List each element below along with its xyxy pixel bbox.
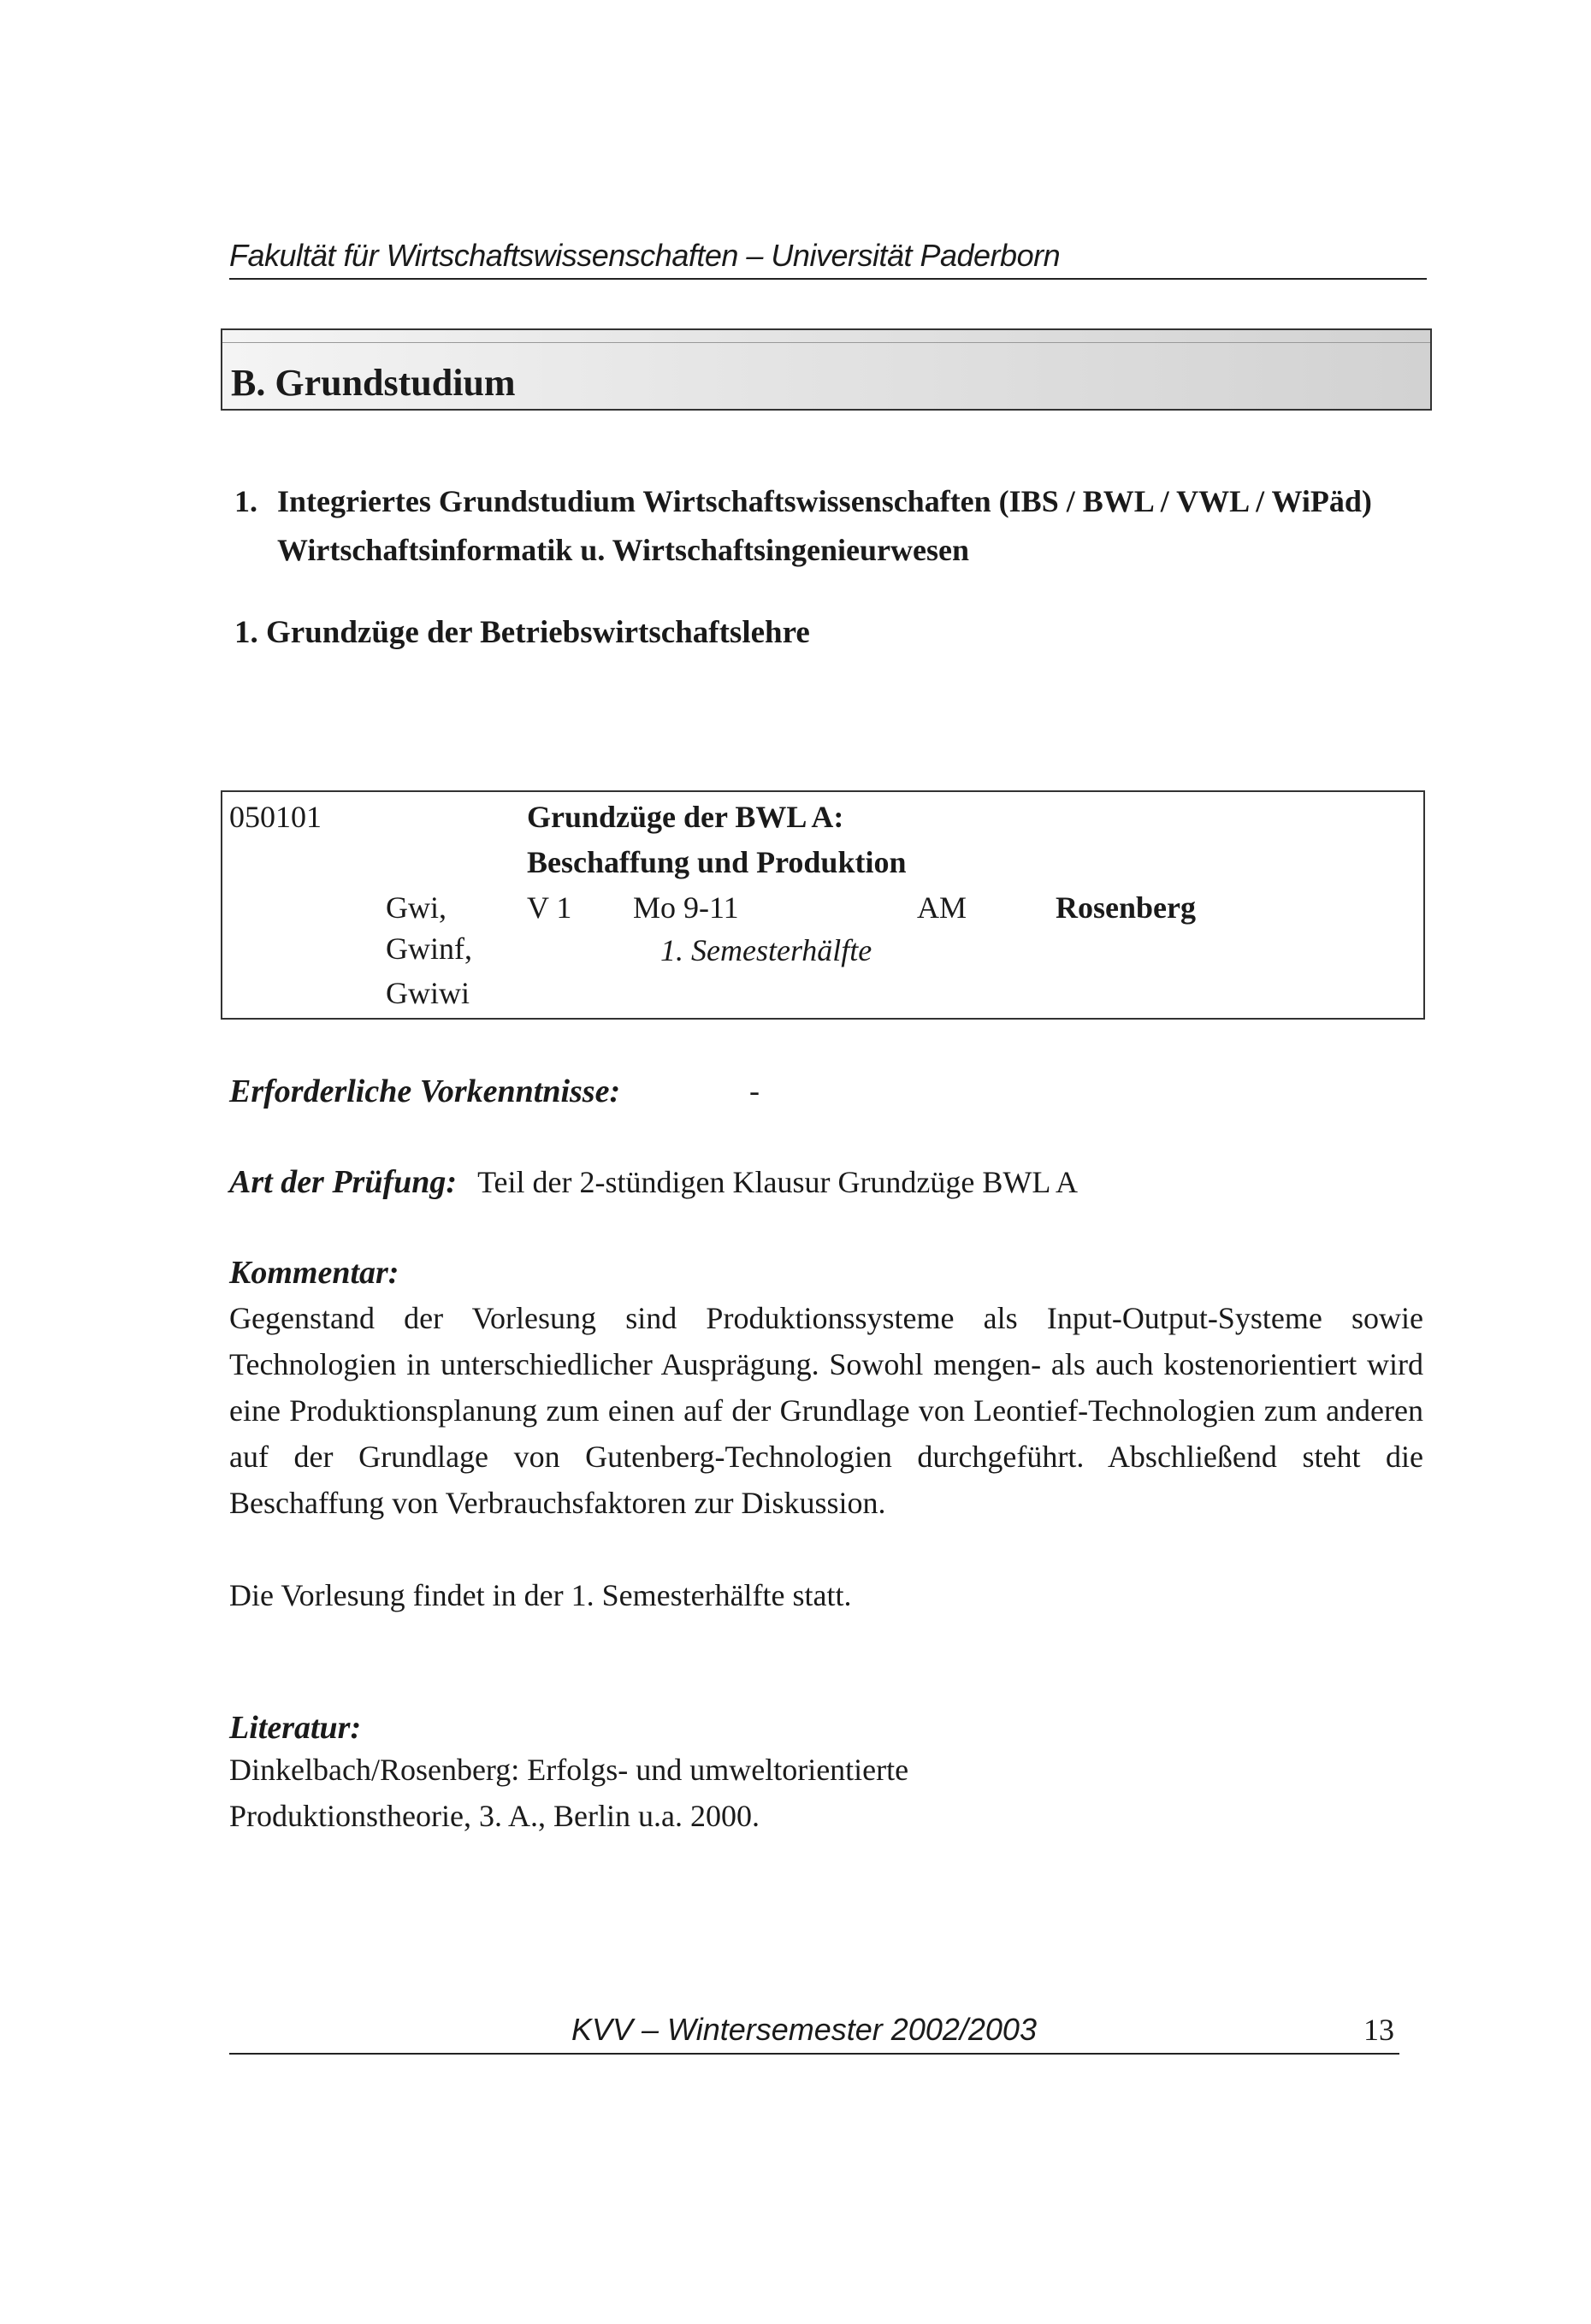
course-note: 1. Semesterhälfte [660,933,872,967]
header-rule [229,278,1427,280]
course-type: V 1 [527,890,572,925]
footer-rule [229,2053,1399,2055]
program-heading-text: Integriertes Grundstudium Wirtschaftswissenschaften (IBS / BWL / VWL / WiPäd) Wirtschaftsinformatik u. Wirtschaftsingenieurwesen [277,484,1372,567]
course-program: Gwinf, [386,931,472,966]
banner-inner-line [222,342,1430,343]
subject-heading: 1. Grundzüge der Betriebswirtschaftslehre [234,615,810,650]
course-program: Gwi, [386,890,447,925]
prereq-label: Erforderliche Vorkenntnisse: [229,1073,621,1109]
course-title-line1: Grundzüge der BWL A: [527,800,844,834]
page-number: 13 [1363,2013,1394,2047]
course-title-line2: Beschaffung und Produktion [527,845,907,879]
running-header: Fakultät für Wirtschaftswissenschaften – Universität Paderborn [229,238,1061,273]
program-heading-number: 1. [234,484,257,518]
comment-text: Gegenstand der Vorlesung sind Produktionssysteme als Input-Output-Systeme sowie Technologien in unterschiedlicher Ausprägung. Sowohl mengen- als auch kostenorientiert wird eine Produktionsplanung zum einen auf der Grundlage von Leontief-Technologien zum anderen auf der Grundlage von Gutenberg-Technologien durchgeführt. Abschließend steht die Beschaffung von Verbrauchsfaktoren zur Diskussion. [229,1301,1423,1520]
prereq-value: - [749,1073,760,1108]
course-room: AM [917,890,967,925]
section-title: B. Grundstudium [231,362,516,404]
exam-row [229,1163,1078,1201]
course-time: Mo 9-11 [633,890,739,925]
course-box [221,790,1425,1020]
course-number: 050101 [229,800,322,834]
exam-value: Teil der 2-stündigen Klausur Grundzüge BWL A [477,1165,1079,1199]
literature-label: Literatur: [229,1710,362,1746]
section-banner [221,328,1432,411]
course-lecturer: Rosenberg [1056,890,1196,925]
program-heading [234,477,1449,575]
course-program: Gwiwi [386,976,470,1010]
exam-label: Art der Prüfung: [229,1164,458,1200]
literature-line1: Dinkelbach/Rosenberg: Erfolgs- und umweltorientierte [229,1753,909,1787]
literature-line2: Produktionstheorie, 3. A., Berlin u.a. 2000. [229,1799,760,1833]
comment-label: Kommentar: [229,1255,399,1291]
comment-note: Die Vorlesung findet in der 1. Semesterhälfte statt. [229,1578,852,1612]
footer-title: KVV – Wintersemester 2002/2003 [571,2012,1037,2047]
